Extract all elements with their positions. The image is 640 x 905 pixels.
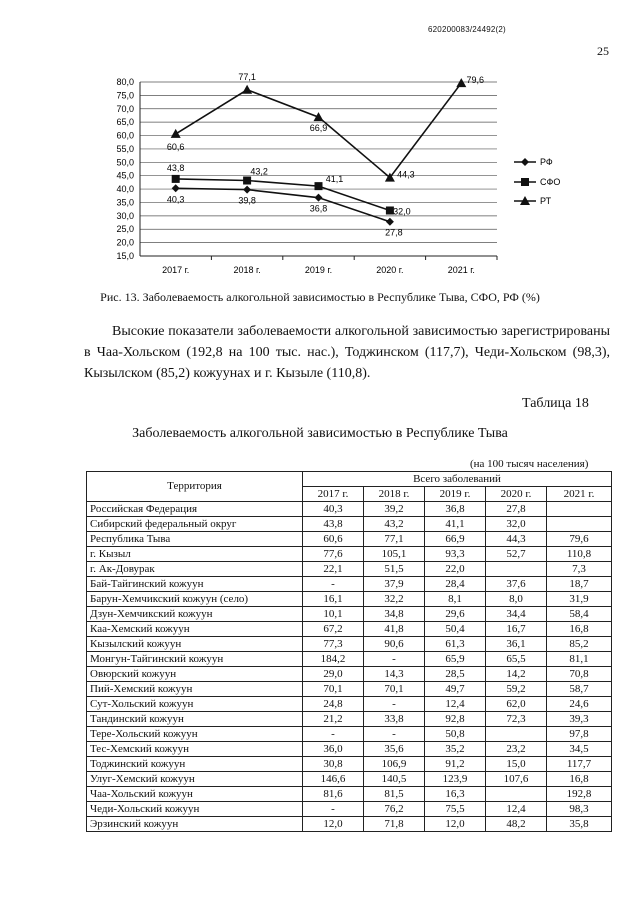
value-cell: 65,5 <box>486 652 547 667</box>
table-label: Таблица 18 <box>522 396 589 411</box>
table-row <box>87 772 612 787</box>
table-row <box>87 727 612 742</box>
figure-caption: Рис. 13. Заболеваемость алкогольной зависимостью в Республике Тыва, СФО, РФ (%) <box>100 290 540 304</box>
data-label: 77,1 <box>238 71 256 82</box>
value-cell: 70,1 <box>364 682 425 697</box>
data-label: 66,9 <box>309 123 328 134</box>
value-cell: 14,2 <box>486 667 547 682</box>
series-line-РФ <box>176 188 390 221</box>
territory-cell: Овюрский кожуун <box>87 667 303 682</box>
value-cell: 16,8 <box>547 772 612 787</box>
territory-cell: Тере-Хольский кожуун <box>87 727 303 742</box>
table-row <box>87 682 612 697</box>
territory-cell: Улуг-Хемский кожуун <box>87 772 303 787</box>
diamond-marker <box>386 218 394 226</box>
table-row <box>87 577 612 592</box>
value-cell: - <box>303 802 364 817</box>
value-cell: 21,2 <box>303 712 364 727</box>
line-chart <box>0 0 640 290</box>
value-cell: 97,8 <box>547 727 612 742</box>
y-tick-label: 75,0 <box>116 90 134 101</box>
value-cell: 58,7 <box>547 682 612 697</box>
value-cell: 48,2 <box>486 817 547 832</box>
territory-cell: Тандинский кожуун <box>87 712 303 727</box>
value-cell: 140,5 <box>364 772 425 787</box>
value-cell: 146,6 <box>303 772 364 787</box>
value-cell <box>547 502 612 517</box>
value-cell: 29,0 <box>303 667 364 682</box>
value-cell: 37,9 <box>364 577 425 592</box>
value-cell: 15,0 <box>486 757 547 772</box>
value-cell: 117,7 <box>547 757 612 772</box>
header-year: 2021 г. <box>547 487 612 502</box>
value-cell: 51,5 <box>364 562 425 577</box>
value-cell: 34,4 <box>486 607 547 622</box>
value-cell: 75,5 <box>425 802 486 817</box>
y-tick-label: 65,0 <box>116 117 134 128</box>
value-cell: 70,1 <box>303 682 364 697</box>
territory-cell: г. Кызыл <box>87 547 303 562</box>
territory-cell: Пий-Хемский кожуун <box>87 682 303 697</box>
value-cell: 65,9 <box>425 652 486 667</box>
territory-cell: Кызылский кожуун <box>87 637 303 652</box>
table-row <box>87 532 612 547</box>
value-cell: 35,8 <box>547 817 612 832</box>
value-cell: 32,0 <box>486 517 547 532</box>
value-cell: 66,9 <box>425 532 486 547</box>
value-cell: 35,2 <box>425 742 486 757</box>
table-row <box>87 562 612 577</box>
value-cell: 33,8 <box>364 712 425 727</box>
value-cell: 37,6 <box>486 577 547 592</box>
territory-cell: Эрзинский кожуун <box>87 817 303 832</box>
value-cell: 41,8 <box>364 622 425 637</box>
document-id: 620200083/24492(2) <box>428 25 506 34</box>
value-cell: 90,6 <box>364 637 425 652</box>
value-cell: 16,3 <box>425 787 486 802</box>
table-row <box>87 757 612 772</box>
value-cell: 67,2 <box>303 622 364 637</box>
data-label: 39,8 <box>238 195 256 206</box>
data-label: 32,0 <box>393 206 411 217</box>
territory-cell: Барун-Хемчикский кожуун (село) <box>87 592 303 607</box>
diamond-marker <box>243 186 251 194</box>
value-cell: 22,0 <box>425 562 486 577</box>
table-row <box>87 787 612 802</box>
legend-label: СФО <box>540 177 561 187</box>
header-total-cases: Всего заболеваний <box>303 472 612 487</box>
data-label: 43,8 <box>166 162 185 173</box>
value-cell: 72,3 <box>486 712 547 727</box>
territory-cell: Дзун-Хемчикский кожуун <box>87 607 303 622</box>
territory-cell: Каа-Хемский кожуун <box>87 622 303 637</box>
triangle-marker <box>171 129 181 138</box>
value-cell: 30,8 <box>303 757 364 772</box>
header-territory: Территория <box>87 472 303 502</box>
value-cell: 76,2 <box>364 802 425 817</box>
value-cell: 23,2 <box>486 742 547 757</box>
value-cell: 36,1 <box>486 637 547 652</box>
value-cell: 28,4 <box>425 577 486 592</box>
data-label: 41,1 <box>325 174 344 185</box>
value-cell: 91,2 <box>425 757 486 772</box>
legend-label: РТ <box>540 196 552 206</box>
value-cell: 85,2 <box>547 637 612 652</box>
legend-label: РФ <box>540 157 553 167</box>
value-cell: 79,6 <box>547 532 612 547</box>
value-cell: 39,2 <box>364 502 425 517</box>
value-cell: 62,0 <box>486 697 547 712</box>
header-year: 2017 г. <box>303 487 364 502</box>
territory-cell: Монгун-Тайгинский кожуун <box>87 652 303 667</box>
table-row <box>87 592 612 607</box>
value-cell: - <box>303 727 364 742</box>
data-label: 60,6 <box>166 141 185 152</box>
y-tick-label: 30,0 <box>116 210 134 221</box>
value-cell: 35,6 <box>364 742 425 757</box>
page-number: 25 <box>597 44 609 58</box>
value-cell: 34,8 <box>364 607 425 622</box>
incidence-table <box>86 471 612 832</box>
value-cell: 107,6 <box>486 772 547 787</box>
value-cell: 92,8 <box>425 712 486 727</box>
table-unit-note: (на 100 тысяч населения) <box>470 458 589 470</box>
y-tick-label: 70,0 <box>116 103 134 114</box>
value-cell: 16,1 <box>303 592 364 607</box>
diamond-marker <box>315 194 323 202</box>
value-cell: 50,8 <box>425 727 486 742</box>
value-cell: 12,4 <box>486 802 547 817</box>
territory-cell: Российская Федерация <box>87 502 303 517</box>
value-cell: 50,4 <box>425 622 486 637</box>
territory-cell: Сут-Хольский кожуун <box>87 697 303 712</box>
diamond-marker <box>521 158 529 166</box>
x-tick-label: 2018 г. <box>233 265 261 275</box>
diamond-marker <box>172 184 180 192</box>
square-marker <box>315 182 323 190</box>
value-cell: - <box>364 727 425 742</box>
value-cell: 36,0 <box>303 742 364 757</box>
territory-cell: Республика Тыва <box>87 532 303 547</box>
value-cell: 81,5 <box>364 787 425 802</box>
value-cell: 110,8 <box>547 547 612 562</box>
table-row <box>87 607 612 622</box>
value-cell: 123,9 <box>425 772 486 787</box>
value-cell: 192,8 <box>547 787 612 802</box>
value-cell: 106,9 <box>364 757 425 772</box>
table-row <box>87 622 612 637</box>
data-label: 79,6 <box>466 75 485 86</box>
header-year: 2019 г. <box>425 487 486 502</box>
value-cell: 12,0 <box>425 817 486 832</box>
value-cell: 77,3 <box>303 637 364 652</box>
square-marker <box>172 175 180 183</box>
table-row <box>87 547 612 562</box>
value-cell: 40,3 <box>303 502 364 517</box>
value-cell: 93,3 <box>425 547 486 562</box>
value-cell: 8,0 <box>486 592 547 607</box>
territory-cell: Бай-Тайгинский кожуун <box>87 577 303 592</box>
y-tick-label: 45,0 <box>116 170 134 181</box>
value-cell <box>486 562 547 577</box>
data-label: 44,3 <box>397 169 415 180</box>
value-cell <box>486 787 547 802</box>
value-cell: 39,3 <box>547 712 612 727</box>
value-cell: 14,3 <box>364 667 425 682</box>
table-row <box>87 697 612 712</box>
territory-cell: Тоджинский кожуун <box>87 757 303 772</box>
x-tick-label: 2020 г. <box>376 265 404 275</box>
value-cell: 12,4 <box>425 697 486 712</box>
value-cell: - <box>364 697 425 712</box>
value-cell: 8,1 <box>425 592 486 607</box>
table-row <box>87 802 612 817</box>
value-cell: 59,2 <box>486 682 547 697</box>
value-cell: 77,1 <box>364 532 425 547</box>
value-cell: 29,6 <box>425 607 486 622</box>
territory-cell: Тес-Хемский кожуун <box>87 742 303 757</box>
square-marker <box>521 178 529 186</box>
territory-cell: Чаа-Хольский кожуун <box>87 787 303 802</box>
y-tick-label: 20,0 <box>116 237 134 248</box>
table-row <box>87 517 612 532</box>
table-row <box>87 712 612 727</box>
value-cell: 16,8 <box>547 622 612 637</box>
y-tick-label: 15,0 <box>116 251 134 261</box>
value-cell: 43,2 <box>364 517 425 532</box>
value-cell: 22,1 <box>303 562 364 577</box>
value-cell: 184,2 <box>303 652 364 667</box>
data-label: 40,3 <box>166 194 185 205</box>
y-tick-label: 80,0 <box>116 77 134 87</box>
y-tick-label: 25,0 <box>116 224 134 235</box>
value-cell: 27,8 <box>486 502 547 517</box>
y-tick-label: 40,0 <box>116 184 134 195</box>
triangle-marker <box>242 85 252 94</box>
triangle-marker <box>456 78 466 87</box>
value-cell: 18,7 <box>547 577 612 592</box>
value-cell: 43,8 <box>303 517 364 532</box>
table-title: Заболеваемость алкогольной зависимостью в Республике Тыва <box>132 426 508 441</box>
table-row <box>87 637 612 652</box>
value-cell: 10,1 <box>303 607 364 622</box>
value-cell: 52,7 <box>486 547 547 562</box>
header-year: 2020 г. <box>486 487 547 502</box>
value-cell: 81,6 <box>303 787 364 802</box>
table-row <box>87 742 612 757</box>
value-cell: 16,7 <box>486 622 547 637</box>
value-cell: - <box>303 577 364 592</box>
value-cell: 36,8 <box>425 502 486 517</box>
value-cell: 71,8 <box>364 817 425 832</box>
table-row <box>87 652 612 667</box>
value-cell: 81,1 <box>547 652 612 667</box>
value-cell: 98,3 <box>547 802 612 817</box>
x-tick-label: 2017 г. <box>162 265 190 275</box>
value-cell: 58,4 <box>547 607 612 622</box>
value-cell: 12,0 <box>303 817 364 832</box>
value-cell <box>547 517 612 532</box>
value-cell: 7,3 <box>547 562 612 577</box>
x-tick-label: 2019 г. <box>304 265 333 275</box>
value-cell: 60,6 <box>303 532 364 547</box>
value-cell: 49,7 <box>425 682 486 697</box>
x-tick-label: 2021 г. <box>447 265 475 275</box>
y-tick-label: 35,0 <box>116 197 134 208</box>
table-row <box>87 502 612 517</box>
table-row <box>87 667 612 682</box>
value-cell: 41,1 <box>425 517 486 532</box>
value-cell: 34,5 <box>547 742 612 757</box>
value-cell: 24,6 <box>547 697 612 712</box>
y-tick-label: 60,0 <box>116 130 134 141</box>
value-cell: 24,8 <box>303 697 364 712</box>
header-year: 2018 г. <box>364 487 425 502</box>
value-cell: 28,5 <box>425 667 486 682</box>
value-cell: - <box>364 652 425 667</box>
y-tick-label: 50,0 <box>116 157 134 168</box>
value-cell: 77,6 <box>303 547 364 562</box>
value-cell: 105,1 <box>364 547 425 562</box>
data-label: 27,8 <box>385 227 403 238</box>
y-tick-label: 55,0 <box>116 143 134 154</box>
table-row <box>87 817 612 832</box>
body-paragraph: Высокие показатели заболеваемости алкогольной зависимостью зарегистрированы в Чаа-Хольском (192,8 на 100 тыс. нас.), Тоджинском (117,7), Чеди-Хольском (98,3), Кызылском (85,2) кожуунах и г. Кызыле (110,8). <box>84 324 610 381</box>
value-cell: 32,2 <box>364 592 425 607</box>
value-cell: 31,9 <box>547 592 612 607</box>
territory-cell: Чеди-Хольский кожуун <box>87 802 303 817</box>
value-cell <box>486 727 547 742</box>
value-cell: 61,3 <box>425 637 486 652</box>
data-label: 36,8 <box>309 203 328 214</box>
series-line-СФО <box>176 179 390 211</box>
value-cell: 70,8 <box>547 667 612 682</box>
territory-cell: г. Ак-Довурак <box>87 562 303 577</box>
value-cell: 44,3 <box>486 532 547 547</box>
territory-cell: Сибирский федеральный округ <box>87 517 303 532</box>
data-label: 43,2 <box>250 166 268 177</box>
square-marker <box>243 177 251 185</box>
